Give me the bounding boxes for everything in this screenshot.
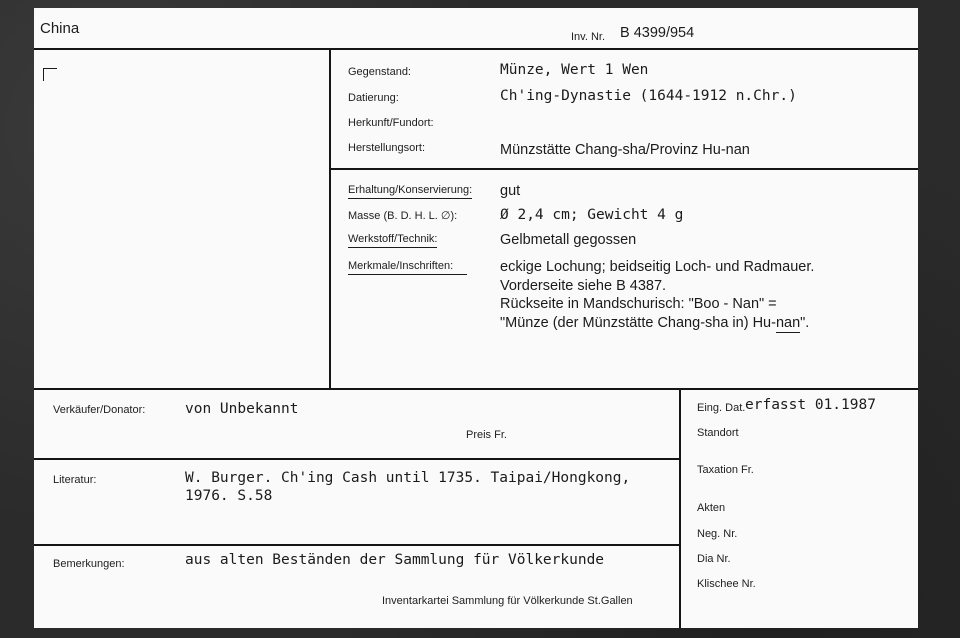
seller-divider <box>34 458 679 460</box>
object-divider <box>329 168 918 170</box>
herstellungsort-value: Münzstätte Chang-sha/Provinz Hu-nan <box>500 142 750 158</box>
remarks-value: aus alten Beständen der Sammlung für Völkerkunde <box>185 552 605 568</box>
left-divider <box>329 48 331 390</box>
country: China <box>40 20 80 37</box>
literature-divider <box>34 544 679 546</box>
eing-value: erfasst 01.1987 <box>745 397 876 413</box>
akten-label: Akten <box>697 502 726 514</box>
erhaltung-label: Erhaltung/Konservierung: <box>348 184 472 199</box>
herstellungsort-label: Herstellungsort: <box>348 142 426 154</box>
right-divider <box>679 388 681 628</box>
gegenstand-label: Gegenstand: <box>348 66 411 78</box>
datierung-value: Ch'ing-Dynastie (1644-1912 n.Chr.) <box>500 88 797 104</box>
gegenstand-value: Münze, Wert 1 Wen <box>500 62 649 78</box>
literature-label: Literatur: <box>53 474 97 486</box>
merkmale-line-4-prefix: "Münze (der Münzstätte Chang-sha in) Hu- <box>500 314 776 331</box>
main-divider <box>34 388 918 390</box>
inv-number: B 4399/954 <box>620 25 695 41</box>
merkmale-line-4-suffix: ". <box>800 314 810 331</box>
literature-line-2: 1976. S.58 <box>185 488 273 504</box>
neg-label: Neg. Nr. <box>697 528 738 540</box>
seller-label: Verkäufer/Donator: <box>53 404 146 416</box>
merkmale-line-4 <box>500 314 814 333</box>
remarks-label: Bemerkungen: <box>53 558 125 570</box>
werkstoff-label: Werkstoff/Technik: <box>348 233 437 248</box>
literature-line-1: W. Burger. Ch'ing Cash until 1735. Taipai/Hongkong, <box>185 470 631 486</box>
masse-value: Ø 2,4 cm; Gewicht 4 g <box>500 207 684 223</box>
merkmale-value <box>500 258 814 332</box>
merkmale-line-1: eckige Lochung; beidseitig Loch- und Radmauer. <box>500 259 815 275</box>
merkmale-label: Merkmale/Inschriften: <box>348 260 467 275</box>
header-line <box>34 48 918 50</box>
footer-text: Inventarkartei Sammlung für Völkerkunde St.Gallen <box>382 595 633 607</box>
masse-label: Masse (B. D. H. L. ∅): <box>348 210 458 222</box>
merkmale-line-3: Rückseite in Mandschurisch: "Boo - Nan" = <box>500 296 777 312</box>
merkmale-underlined-word: nan <box>775 314 801 331</box>
taxation-label: Taxation Fr. <box>697 464 754 476</box>
werkstoff-value: Gelbmetall gegossen <box>500 232 637 248</box>
corner-mark <box>43 68 57 81</box>
merkmale-line-2: Vorderseite siehe B 4387. <box>500 277 667 294</box>
herkunft-label: Herkunft/Fundort: <box>348 117 434 129</box>
inv-label: Inv. Nr. <box>571 31 606 43</box>
datierung-label: Datierung: <box>348 92 399 104</box>
erhaltung-value: gut <box>500 183 521 199</box>
seller-value: von Unbekannt <box>185 401 299 417</box>
inventory-card <box>34 8 918 628</box>
eing-label: Eing. Dat. <box>697 402 746 414</box>
literature-value <box>185 469 630 505</box>
standort-label: Standort <box>697 427 739 439</box>
klischee-label: Klischee Nr. <box>697 578 756 590</box>
dia-label: Dia Nr. <box>697 553 731 565</box>
preis-label: Preis Fr. <box>466 429 507 441</box>
